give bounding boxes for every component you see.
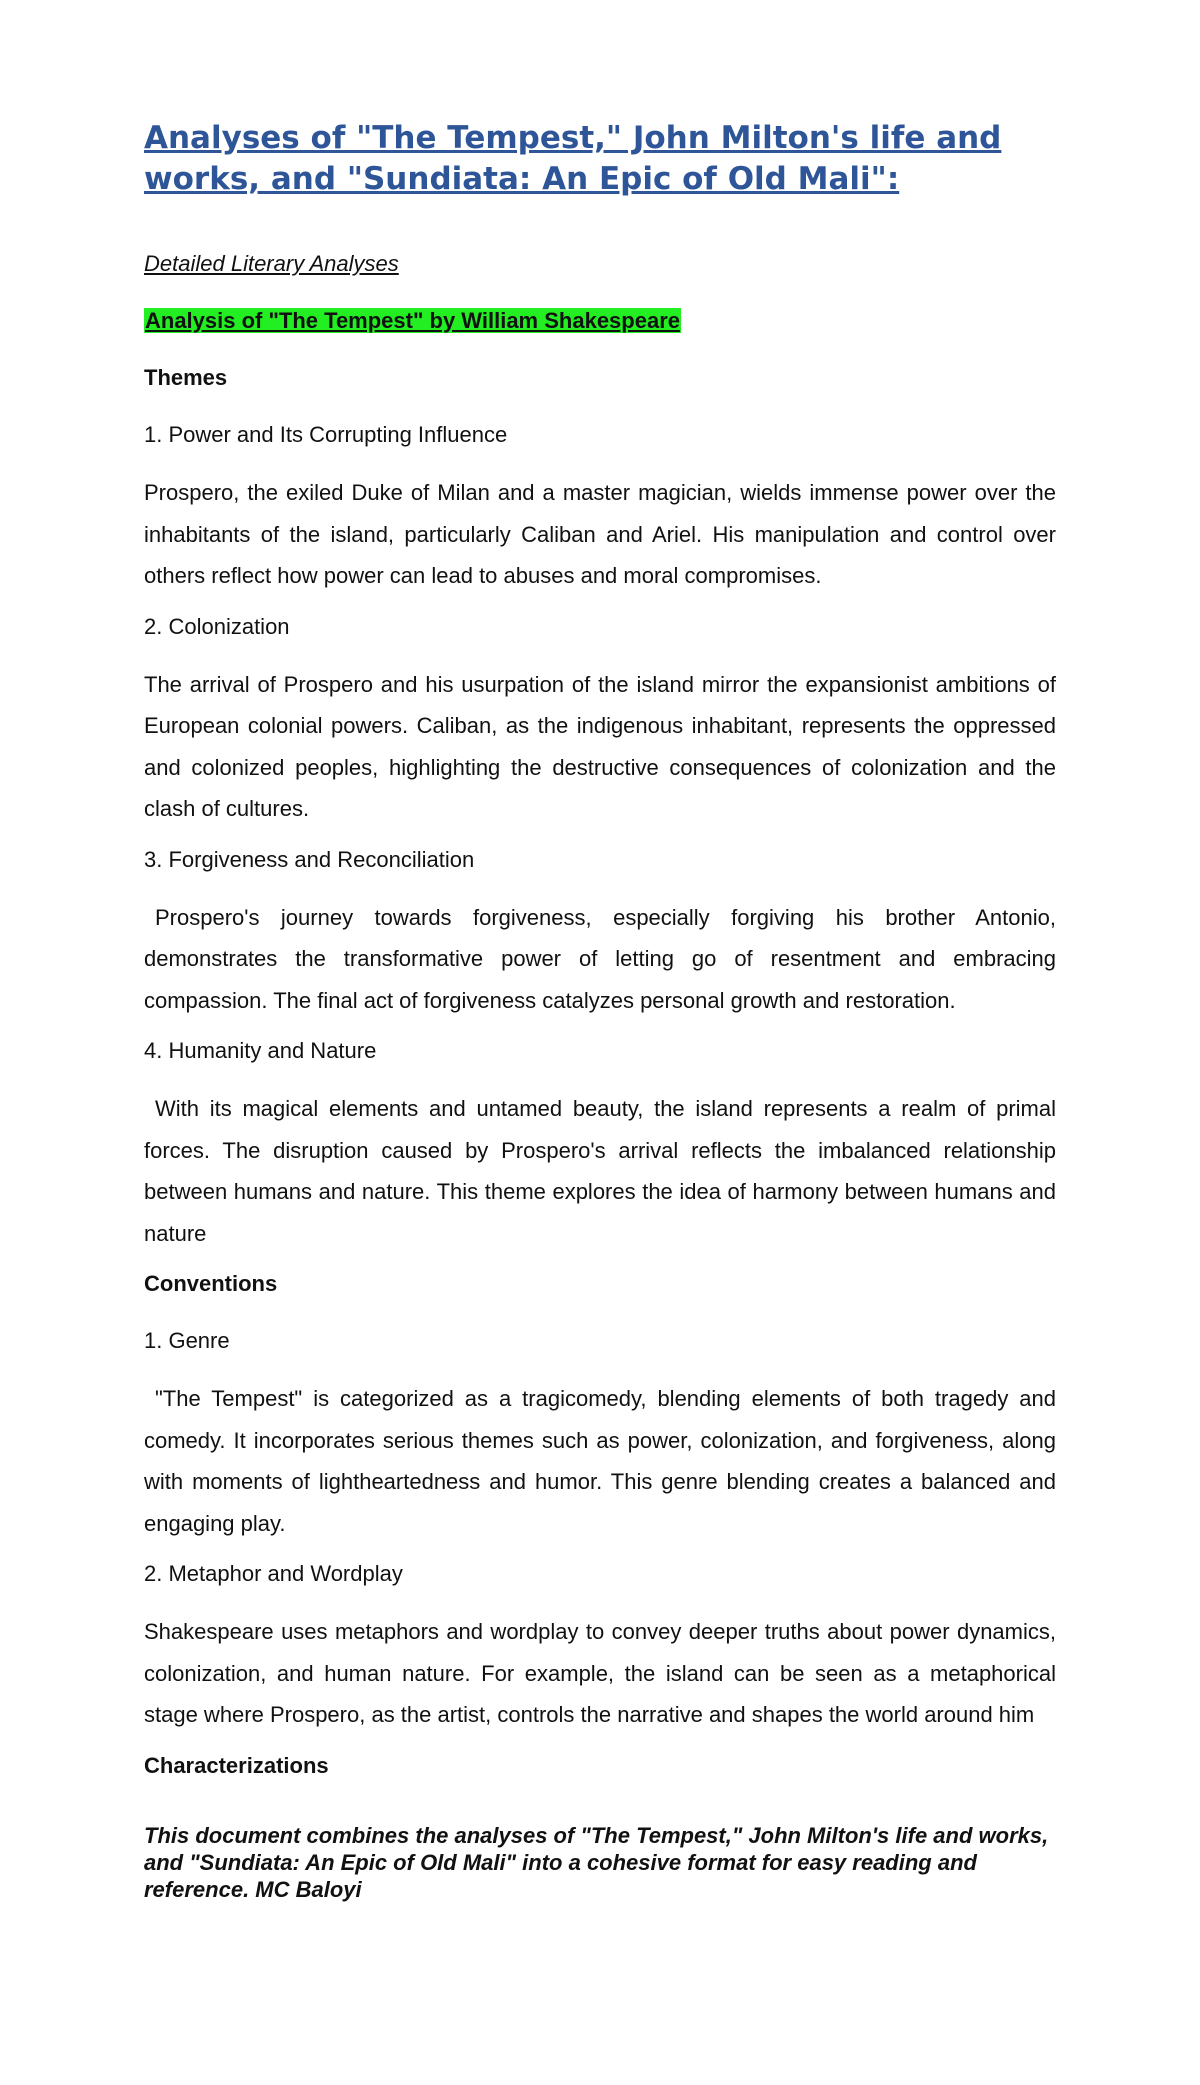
theme-2-title: 2. Colonization (144, 613, 290, 639)
characterizations-heading: Characterizations (144, 1752, 329, 1778)
theme-2-text: The arrival of Prospero and his usurpation of the island mirror the expansionist ambitions of European colonial powers. Caliban, as the indigenous inhabitant, represents the oppressed and colonized peoples, highlighting the destructive consequences of colonization and the clash of cultures. (144, 671, 1056, 821)
document-subtitle: Detailed Literary Analyses (144, 251, 399, 276)
conventions-heading: Conventions (144, 1271, 278, 1296)
convention-2-title: 2. Metaphor and Wordplay (144, 1561, 403, 1586)
highlighted-section-heading (144, 307, 1056, 335)
theme-4-text: With its magical elements and untamed beauty, the island represents a realm of primal forces. The disruption caused by Prospero's arrival reflects the imbalanced relationship between humans and nature. This theme explores the idea of harmony between humans and nature (144, 1096, 1056, 1246)
convention-2-text: Shakespeare uses metaphors and wordplay to convey deeper truths about power dynamics, colonization, and human nature. For example, the island can be seen as a metaphorical stage where Prospero, as the artist, controls the narrative and shapes the world around him (144, 1619, 1056, 1727)
footer-note: This document combines the analyses of "The Tempest," John Milton's life and works, and "Sundiata: An Epic of Old Mali" into a cohesive format for easy reading and reference. MC Baloyi (144, 1822, 1049, 1902)
theme-4-title: 4. Humanity and Nature (144, 1038, 377, 1063)
convention-1-text: "The Tempest" is categorized as a tragicomedy, blending elements of both tragedy and comedy. It incorporates serious themes such as power, colonization, and forgiveness, along with moments of lightheartedness and humor. This genre blending creates a balanced and engaging play. (144, 1386, 1056, 1536)
convention-1-title: 1. Genre (144, 1328, 230, 1353)
document-title: Analyses of "The Tempest," John Milton's life and works, and "Sundiata: An Epic of Old Mali": (144, 120, 1002, 197)
theme-1-text: Prospero, the exiled Duke of Milan and a master magician, wields immense power over the inhabitants of the island, particularly Caliban and Ariel. His manipulation and control over others reflect how power can lead to abuses and moral compromises. (144, 480, 1056, 588)
theme-3-title: 3. Forgiveness and Reconciliation (144, 846, 475, 872)
theme-1-title: 1. Power and Its Corrupting Influence (144, 422, 508, 447)
document-page (144, 118, 1056, 1903)
highlighted-section-heading-text: Analysis of "The Tempest" by William Shakespeare (145, 308, 680, 333)
theme-3-text: Prospero's journey towards forgiveness, especially forgiving his brother Antonio, demonstrates the transformative power of letting go of resentment and embracing compassion. The final act of forgiveness catalyzes personal growth and restoration. (144, 904, 1056, 1013)
themes-heading: Themes (144, 365, 228, 390)
